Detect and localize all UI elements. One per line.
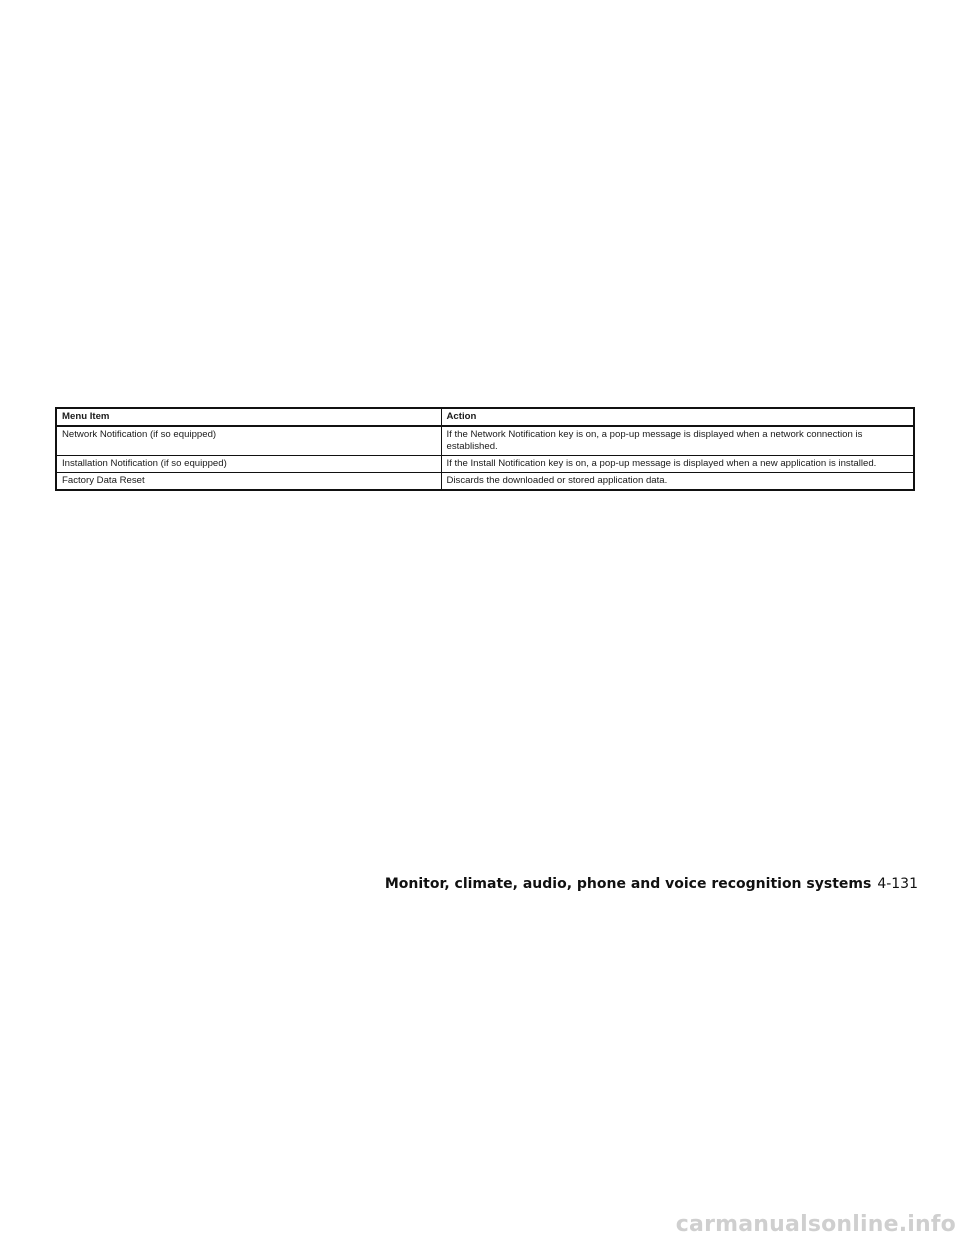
table-row xyxy=(56,473,914,491)
table-header-row xyxy=(56,408,914,426)
site-watermark: carmanualsonline.info xyxy=(675,1212,956,1237)
action-cell: Discards the downloaded or stored application data. xyxy=(441,473,914,491)
footer-section-title: Monitor, climate, audio, phone and voice recognition systems xyxy=(384,876,872,892)
action-cell: If the Install Notification key is on, a pop-up message is displayed when a new application is installed. xyxy=(441,456,914,473)
menu-item-cell: Factory Data Reset xyxy=(56,473,441,491)
column-header-action: Action xyxy=(441,408,914,426)
page-number: 4-131 xyxy=(877,876,918,892)
menu-item-cell: Network Notification (if so equipped) xyxy=(56,426,441,456)
column-header-menu-item: Menu Item xyxy=(56,408,441,426)
page-footer xyxy=(385,876,918,892)
table-row xyxy=(56,456,914,473)
menu-settings-table xyxy=(55,407,915,491)
action-cell: If the Network Notification key is on, a pop-up message is displayed when a network connection is established. xyxy=(441,426,914,456)
menu-item-cell: Installation Notification (if so equipped) xyxy=(56,456,441,473)
menu-settings-table-container xyxy=(55,407,913,491)
table-row xyxy=(56,426,914,456)
